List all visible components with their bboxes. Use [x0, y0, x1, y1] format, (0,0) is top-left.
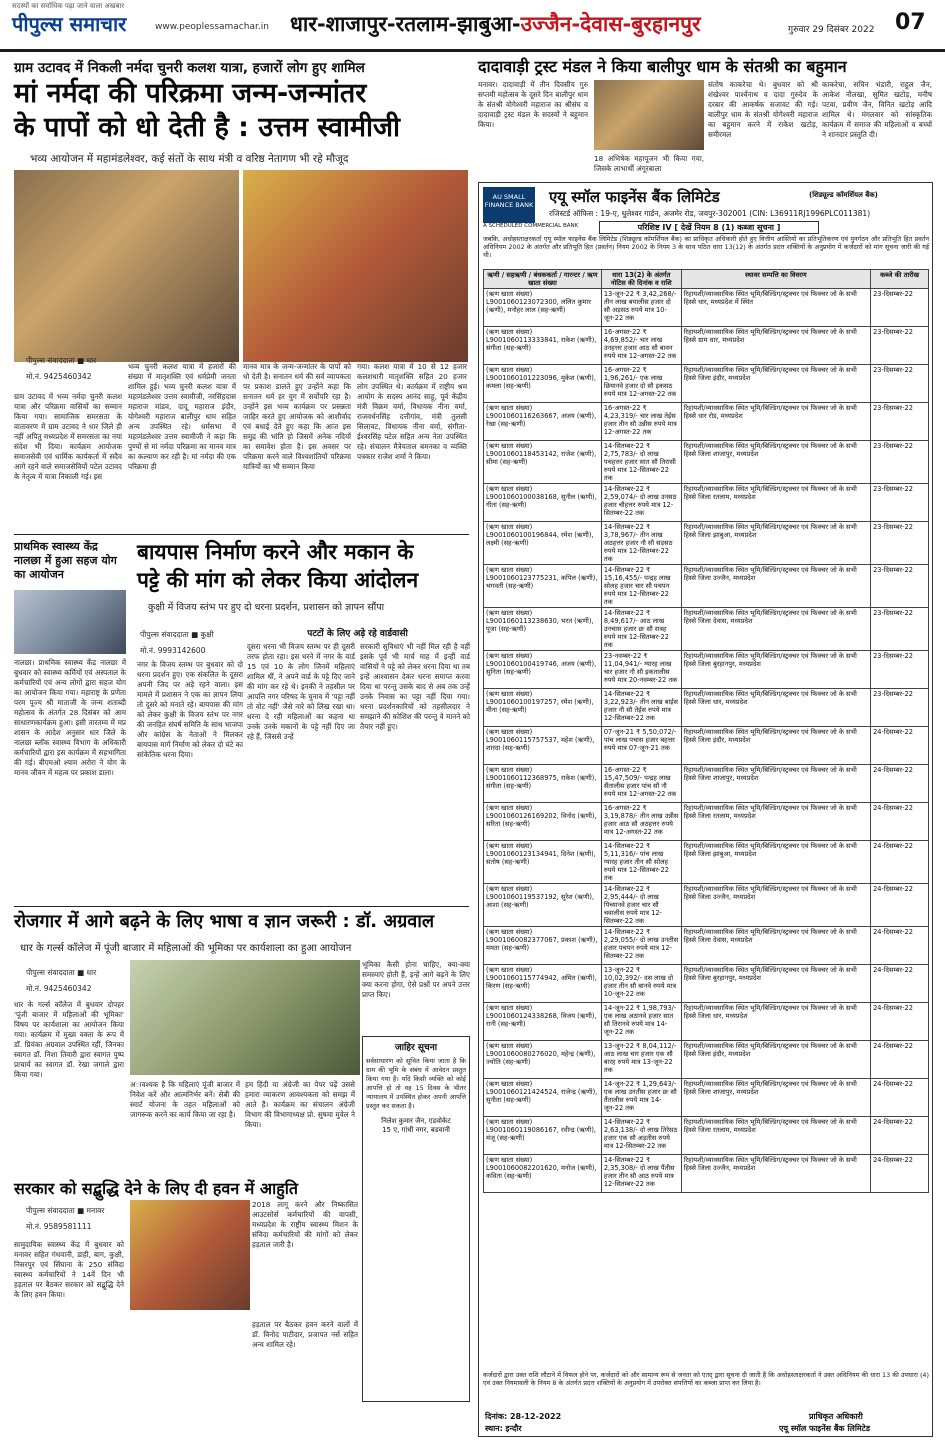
cell-borrower: (ऋण खाता संख्या) L9001060100038168, सुनील (ऋणी), गीता (सह-ऋणी) — [484, 484, 602, 522]
cell-notice: 13-जून-22 ₹ 8,04,112/- आठ लाख चार हजार एक सौ बारह रुपये मात्र 13-जून-22 तक — [601, 1041, 681, 1079]
table-row — [484, 927, 929, 965]
cell-borrower: (ऋण खाता संख्या) L9001060126169202, विनोद (ऋणी), सरिता (सह-ऋणी) — [484, 803, 602, 841]
cell-borrower: (ऋण खाता संख्या) L9001060082377067, प्रकाश (ऋणी), ममता (सह-ऋणी) — [484, 927, 602, 965]
table-row — [484, 289, 929, 327]
table-row — [484, 1041, 929, 1079]
notice-place: स्थान: इन्दौर — [485, 1424, 522, 1433]
table-row — [484, 327, 929, 365]
bank-logo-sub: A SCHEDULED COMMERCIAL BANK — [483, 223, 579, 229]
story2-kicker: प्राथमिक स्वास्थ्य केंद्र नालछा में हुआ सहज योग का आयोजन — [14, 540, 117, 581]
story4-mobile: मो.नं. 9425460342 — [26, 984, 92, 993]
bank-logo-text: AU SMALL FINANCE BANK — [484, 193, 534, 209]
cell-date: 24-दिसम्बर-22 — [871, 1041, 929, 1079]
public-notice — [362, 1036, 470, 1402]
cell-property: रिहायशी/व्यावसायिक स्थित भूमि/बिल्डिंग/स्ट्रक्चर एवं फिक्चर जो के सभी हिस्से जिला बुरहानपुर, मध्यप्रदेश — [681, 965, 870, 1003]
bank-name: एयू स्मॉल फाइनेंस बैंक लिमिटेड — [549, 188, 720, 206]
issue-date: गुरुवार 29 दिसंबर 2022 — [788, 25, 875, 35]
cell-date: 23-दिसम्बर-22 — [871, 441, 929, 484]
cell-property: रिहायशी/व्यावसायिक स्थित भूमि/बिल्डिंग/स्ट्रक्चर एवं फिक्चर जो के सभी हिस्से जिला शाजापुर, मध्यप्रदेश — [681, 441, 870, 484]
table-row — [484, 565, 929, 608]
cell-borrower: (ऋण खाता संख्या) L9001060101223096, मुकेश (ऋणी), कमला (सह-ऋणी) — [484, 365, 602, 403]
cell-property: रिहायशी/व्यावसायिक स्थित भूमि/बिल्डिंग/स्ट्रक्चर एवं फिक्चर जो के सभी हिस्से जिला इंदौर, मध्यप्रदेश — [681, 1041, 870, 1079]
story5-byline: पीपुल्स संवाददाता ■ मनावर — [26, 1206, 105, 1215]
story1-col2: भव्य चुनरी कलश यात्रा में हजारों की संख्या में मातृशक्ति एवं धर्मप्रेमी जनता शामिल हुई। भव्य चुनरी कलश यात्रा में महामंडलेश्वर उत्तम स्वामीजी, नरसिंहदास महाराज मांडव, दादू महाराज इंदौर, योगेश्वरी महाराज बालीपुर धाम सहित अन्य उपस्थित रहे। धर्मसभा में महामंडलेश्वर उत्तम स्वामीजी ने कहा कि पुण्यों से मां नर्मदा परिक्रमा का मानव मात्र का कल्याण कर रही है। मां नर्मदा की एक परिक्रमा ही — [128, 362, 236, 471]
cell-notice: 16-अगस्त-22 ₹ 4,69,852/- चार लाख उनहत्तर हजार आठ सौ बावन रुपये मात्र 12-अगस्त-22 तक — [601, 327, 681, 365]
masthead-tagline: सदस्यों का सर्वाधिक पढ़ा जाने वाला अखबार — [12, 2, 125, 10]
story4-subheadline: धार के गर्ल्स कॉलेज में पूंजी बाजार में महिलाओं की भूमिका पर कार्यशाला का हुआ आयोजन — [20, 943, 352, 954]
story3-col2: दूसरा धरना भी विजय स्तम्भ पर ही दूसरी तरफ होता रहा। इस धरने में नगर के वार्ड 15 एवं 10 के लोग जिनमें महिलाएं शामिल थीं, ने अपने वार्ड के पट्टे दिए जाने की मांग कर रहे थे। इनकी ने तहसील पर आपत्ति नगर परिषद के चुनाव में 'पट्टा नहीं तो वोट नहीं' जैसे नारे को लिख रखा था। धरना दे रही महिलाओं का कहना था उनके उनके मकानों के पट्टे नहीं दिए जा रहे हैं, जिससे उन्हें — [247, 642, 355, 741]
story5-col2: 2018 लागू करने और निष्कासित आउटसोर्स कर्मचारियों की वापसी, मध्यप्रदेश के राष्ट्रीय स्वास्थ्य मिशन के संविदा कर्मचारियों की मांगों को लेकर हड़ताल जारी है। — [252, 1200, 358, 1249]
cell-borrower: (ऋण खाता संख्या) L9001060112368975, राकेश (ऋणी), संगीता (सह-ऋणी) — [484, 765, 602, 803]
story1-kicker: ग्राम उटावद में निकली नर्मदा चुनरी कलश यात्रा, हजारों लोग हुए शामिल — [14, 60, 365, 76]
cell-borrower: (ऋण खाता संख्या) L9001060116263667, अजय (ऋणी), रेखा (सह-ऋणी) — [484, 403, 602, 441]
cell-date: 23-दिसम्बर-22 — [871, 608, 929, 651]
story1-headline-line2: के पापों को धो देती है : उत्तम स्वामीजी — [14, 112, 401, 143]
col-header-notice: धारा 13(2) के अंतर्गत नोटिस की दिनांक व राशि — [601, 270, 681, 289]
havan-photo — [130, 1200, 250, 1310]
cell-date: 23-दिसम्बर-22 — [871, 651, 929, 689]
cell-property: रिहायशी/व्यावसायिक स्थित भूमि/बिल्डिंग/स्ट्रक्चर एवं फिक्चर जो के सभी हिस्से जिला देवास, मध्यप्रदेश — [681, 608, 870, 651]
cell-notice: 14-सितम्बर-22 ₹ 3,78,967/- तीन लाख अठहत्तर हजार नौ सौ सड़सठ रुपये मात्र 12-सितम्बर-22 तक — [601, 522, 681, 565]
table-row — [484, 1155, 929, 1193]
cell-borrower: (ऋण खाता संख्या) L9001060082201620, मनोज (ऋणी), कविता (सह-ऋणी) — [484, 1155, 602, 1193]
cell-date: 24-दिसम्बर-22 — [871, 803, 929, 841]
cell-borrower: (ऋण खाता संख्या) L9001060100419746, अजय (ऋणी), सुनिता (सह-ऋणी) — [484, 651, 602, 689]
story3-mobile: मो.नं. 9993142600 — [140, 646, 206, 655]
cell-notice: 14-सितम्बर-22 ₹ 3,22,923/- तीन लाख बाईस हजार नौ सौ तेईस रुपये मात्र 12-सितम्बर-22 तक — [601, 689, 681, 727]
cell-notice: 14-सितम्बर-22 ₹ 2,35,308/- दो लाख पैंतीस हजार तीन सौ आठ रुपये मात्र 12-सितम्बर-22 तक — [601, 1155, 681, 1193]
table-row — [484, 365, 929, 403]
story3-subheadline: कुक्षी में विजय स्तंभ पर हुए दो धरना प्रदर्शन, प्रशासन को ज्ञापन सौंपा — [148, 602, 385, 613]
story4-byline: पीपुल्स संवाददाता ■ धार — [26, 968, 97, 977]
cell-borrower: (ऋण खाता संख्या) L9001060115757537, महेश (ऋणी), शारदा (सह-ऋणी) — [484, 727, 602, 765]
story6-caption: 18 अभिषेक महापूजन भी किया गया, जिसके लाभार्थी अंगूरबाला — [594, 154, 704, 173]
divider — [14, 906, 469, 907]
cell-property: रिहायशी/व्यावसायिक स्थित भूमि/बिल्डिंग/स्ट्रक्चर एवं फिक्चर जो के सभी हिस्से जिला रतलाम, मध्यप्रदेश — [681, 484, 870, 522]
story1-headline-line1: मां नर्मदा की परिक्रमा जन्म-जन्मांतर — [14, 78, 367, 109]
officer-bank: एयू स्मॉल फाइनेंस बैंक लिमिटेड — [779, 1424, 870, 1433]
table-row — [484, 1117, 929, 1155]
cell-borrower: (ऋण खाता संख्या) L9001060123775231, कपिल (ऋणी), भगवती (सह-ऋणी) — [484, 565, 602, 608]
story1-col1: ग्राम उटावद में भव्य नर्मदा चुनरी कलश यात्रा और परिक्रमा वासियों का सम्मान किया गया। सामाजिक समरसता के वातावरण में ग्राम उटावद ने धार जिले ही नहीं अपितु मध्यप्रदेश में समरसता का नया संदेश भी दिया। कार्यक्रम आयोजक समाजसेवी एवं धार्मिक कार्यकर्ता में सदैव आगे रहने वाले समाजसेवियों पटेल उटावद के नेतृत्व में यात्रा निकाली गई। इस — [14, 392, 122, 481]
story4-col2: अावश्यक है कि महिलाएं पूंजी बाजार में निवेश करें और आत्मनिर्भर बनें। सेबी की स्मार्ट योजना के तहत महिलाओं को जागरूक करने का कार्य किया जा रहा है। — [130, 1080, 240, 1119]
bank-intro: जबकि, अधोहस्ताक्षरकर्ता एयू स्मॉल फाइनेंस बैंक लिमिटेड (शिड्यूल्ड कॉमर्शियल बैंक) का प्राधिकृत अधिकारी होते हुए वित्तीय आस्तियों का प्रतिभूतिकरण एवं पुनर्गठन और प्रतिभूति हित प्रवर्तन अधिनियम 2002 के अंतर्गत और प्रतिभूति हित (प्रवर्तन) नियम 2002 के नियम 3 के साथ पठित धारा 13(12) के अंतर्गत प्रदत्त शक्तियों के अनुप्रयोग में कर्जदारों को मांग सूचना जारी की गई थी। — [483, 235, 929, 259]
bank-footer-text: कर्जदारों द्वारा उक्त राशि लौटाने में विफल होने पर, कर्जदारों को और सामान्य रूप से जनता को एतद् द्वारा सूचना दी जाती है कि अधोहस्ताक्षरकर्ता ने उक्त अधिनियम की धारा 13 की उपधारा (4) एवं उक्त नियमावली के नियम 8 के अंतर्गत प्रदत्त शक्तियों के अनुप्रयोग में उपरोक्त संपत्तियों का कब्जा प्राप्त कर लिया है। — [483, 1371, 929, 1387]
cell-property: रिहायशी/व्यावसायिक स्थित भूमि/बिल्डिंग/स्ट्रक्चर एवं फिक्चर जो के सभी हिस्से जिला देवास, मध्यप्रदेश — [681, 927, 870, 965]
notice-signature: निलेश कुमार जैन, एडवोकेट — [381, 1117, 451, 1125]
col-header-borrower: ऋणी / सहऋणी / बंधककर्ता / गारन्टर / ऋण खाता संख्या — [484, 270, 602, 289]
newspaper-logo: पीपुल्स समाचार — [12, 12, 127, 36]
story3-headline-line1: बायपास निर्माण करने और मकान के — [137, 540, 414, 564]
page-number: 07 — [895, 10, 926, 35]
cell-borrower: (ऋण खाता संख्या) L9001060100196844, रमेश (ऋणी), लक्ष्मी (सह-ऋणी) — [484, 522, 602, 565]
cell-date: 24-दिसम्बर-22 — [871, 965, 929, 1003]
cell-borrower: (ऋण खाता संख्या) L9001060124338268, विजय (ऋणी), रानी (सह-ऋणी) — [484, 1003, 602, 1041]
cell-property: रिहायशी/व्यावसायिक स्थित भूमि/बिल्डिंग/स्ट्रक्चर एवं फिक्चर जो के सभी हिस्से जिला उज्जैन, मध्यप्रदेश — [681, 565, 870, 608]
cell-notice: 14-सितम्बर-22 ₹ 15,16,455/- पन्द्रह लाख सोलह हजार चार सौ पचपन रुपये मात्र 12-सितम्बर-22 तक — [601, 565, 681, 608]
cell-property: रिहायशी/व्यावसायिक स्थित भूमि/बिल्डिंग/स्ट्रक्चर एवं फिक्चर जो के सभी हिस्से जिला रतलाम, मध्यप्रदेश — [681, 1117, 870, 1155]
story3-box-title: पटटों के लिए अड़े रहे वार्डवासी — [307, 629, 408, 639]
cell-date: 24-दिसम्बर-22 — [871, 1117, 929, 1155]
cell-notice: 16-अगस्त-22 ₹ 3,19,878/- तीन लाख उन्नीस हजार आठ सौ अठहत्तर रुपये मात्र 12-अगस्त-22 तक — [601, 803, 681, 841]
table-row — [484, 484, 929, 522]
cell-date: 24-दिसम्बर-22 — [871, 927, 929, 965]
cell-date: 24-दिसम्बर-22 — [871, 1155, 929, 1193]
yatra-photo — [14, 170, 239, 362]
cell-date: 23-दिसम्बर-22 — [871, 565, 929, 608]
story1-subheadline: भव्य आयोजन में महामंडलेश्वर, कई संतों के साथ मंत्री व वरिष्ठ नेतागण भी रहे मौजूद — [30, 153, 349, 165]
cell-date: 23-दिसम्बर-22 — [871, 689, 929, 727]
story3-headline-line2: पट्टे की मांग को लेकर किया आंदोलन — [137, 568, 419, 592]
cell-date: 24-दिसम्बर-22 — [871, 1003, 929, 1041]
cell-borrower: (ऋण खाता संख्या) L9001060123072300, ललित कुमार (ऋणी), मनोहर लाल (सह-ऋणी) — [484, 289, 602, 327]
bank-possession-notice — [478, 182, 933, 1437]
col-header-property: स्थावर सम्पत्ति का विवरण — [681, 270, 870, 289]
cell-property: रिहायशी/व्यावसायिक स्थित भूमि/बिल्डिंग/स्ट्रक्चर एवं फिक्चर जो के सभी हिस्से जिला शाजापुर, मध्यप्रदेश — [681, 1079, 870, 1117]
cell-notice: 13-जून-22 ₹ 3,42,268/- तीन लाख बयालीस हजार दो सौ अड़सठ रुपये मात्र 10-जून-22 तक — [601, 289, 681, 327]
cell-date: 24-दिसम्बर-22 — [871, 1079, 929, 1117]
cell-borrower: (ऋण खाता संख्या) L9001060119086167, रवीन्द्र (ऋणी), मंजू (सह-ऋणी) — [484, 1117, 602, 1155]
cell-borrower: (ऋण खाता संख्या) L9001060100197257, रमेश (ऋणी), मीना (सह-ऋणी) — [484, 689, 602, 727]
website-url[interactable]: www.peoplessamachar.in — [155, 22, 269, 32]
notice-title: जाहिर सूचना — [394, 1043, 438, 1053]
table-row — [484, 403, 929, 441]
cell-notice: 16-अगस्त-22 ₹ 4,23,319/- चार लाख तेईस हजार तीन सौ उन्नीस रुपये मात्र 12-अगस्त-22 तक — [601, 403, 681, 441]
cell-date: 24-दिसम्बर-22 — [871, 884, 929, 927]
cell-notice: 14-सितम्बर-22 ₹ 2,29,055/- दो लाख उनतीस हजार पचपन रुपये मात्र 12-सितम्बर-22 तक — [601, 927, 681, 965]
story4-col3: हम हिंदी या अंग्रेजी का पेपर पढ़ें उससे हमारा व्याकरण आवश्यकता को समझ में आते हैं। कार्यक्रम का संचालन अंग्रेजी विभाग की विभागाध्यक्ष प्रो. सुषमा मुवेल ने किया। — [245, 1080, 355, 1129]
cell-property: रिहायशी/व्यावसायिक स्थित भूमि/बिल्डिंग/स्ट्रक्चर एवं फिक्चर जो के सभी हिस्से जिला झाबुआ, मध्यप्रदेश — [681, 522, 870, 565]
story5-mobile: मो.नं. 9589581111 — [26, 1222, 92, 1231]
notice-address: 15 ए, गांधी नगर, बडवानी — [382, 1126, 450, 1134]
cell-property: रिहायशी/व्यावसायिक स्थित भूमि/बिल्डिंग/स्ट्रक्चर एवं फिक्चर जो के सभी हिस्से जिला रतलाम, मध्यप्रदेश — [681, 803, 870, 841]
cell-borrower: (ऋण खाता संख्या) L9001060113333841, राकेश (ऋणी), संगीता (सह-ऋणी) — [484, 327, 602, 365]
story4-headline: रोजगार में आगे बढ़ने के लिए भाषा व ज्ञान जरूरी : डॉ. अग्रवाल — [14, 911, 435, 932]
cell-property: रिहायशी/व्यावसायिक स्थित भूमि/बिल्डिंग/स्ट्रक्चर एवं फिक्चर जो के सभी हिस्से धार रोड, मध्यप्रदेश — [681, 403, 870, 441]
table-row — [484, 522, 929, 565]
cell-notice: 13-जून-22 ₹ 10,02,392/- दस लाख दो हजार तीन सौ बानवे रुपये मात्र 10-जून-22 तक — [601, 965, 681, 1003]
table-row — [484, 441, 929, 484]
story1-col4: गया। कलश यात्रा में 10 से 12 हजार कलशधारी मातृशक्ति सहित 20 हजार लोग उपस्थित थे। कार्यक्रम में राष्ट्रीय श्रम आयोग के सदस्य आनंद साहू, पूर्व केंद्रीय मंत्री विक्रम वर्मा, विधायक नीना वर्मा, राजवर्धनसिंह दत्तीगांव, मंत्री तुलसी सिलावट, विधायक नीना वर्मा, संगीता-ईश्वरसिंह पटेल सहित अन्य नेता उपस्थित रहे। संचालन मैत्रेयताल बमनका व व्यक्ति पत्रकार राजेश शर्मा ने किया। — [357, 362, 467, 461]
table-row — [484, 765, 929, 803]
cell-date: 23-दिसम्बर-22 — [871, 403, 929, 441]
cell-property: रिहायशी/व्यावसायिक स्थित भूमि/बिल्डिंग/स्ट्रक्चर एवं फिक्चर जो के सभी हिस्से जिला झाबुआ, मध्यप्रदेश — [681, 841, 870, 884]
table-row — [484, 608, 929, 651]
cell-property: रिहायशी/व्यावसायिक स्थित भूमि/बिल्डिंग/स्ट्रक्चर एवं फिक्चर जो के सभी हिस्से जिला उज्जैन, मध्यप्रदेश — [681, 884, 870, 927]
cell-property: रिहायशी/व्यावसायिक स्थित भूमि/बिल्डिंग/स्ट्रक्चर एवं फिक्चर जो के सभी हिस्से ग्राम धार, मध्यप्रदेश — [681, 327, 870, 365]
cell-notice: 16-अगस्त-22 ₹ 1,96,261/- एक लाख छियानवे हजार दो सौ इकसठ रुपये मात्र 12-अगस्त-22 तक — [601, 365, 681, 403]
cell-borrower: (ऋण खाता संख्या) L9001060121424524, राजेन्द्र (ऋणी), सुनीता (सह-ऋणी) — [484, 1079, 602, 1117]
edition-black: धार-शाजापुर-रतलाम-झाबुआ- — [290, 12, 521, 36]
cell-notice: 14-जून-22 ₹ 1,29,643/- एक लाख उनतीस हजार छः सौ तैंतालीस रुपये मात्र 14-जून-22 तक — [601, 1079, 681, 1117]
cell-notice: 14-सितम्बर-22 ₹ 2,75,783/- दो लाख पचहत्तर हजार सात सौ तिरासी रुपये मात्र 12-सितम्बर-22 तक — [601, 441, 681, 484]
cell-date: 24-दिसम्बर-22 — [871, 841, 929, 884]
cell-property: रिहायशी/व्यावसायिक स्थित भूमि/बिल्डिंग/स्ट्रक्चर एवं फिक्चर जो के सभी हिस्से जिला शाजापुर, मध्यप्रदेश — [681, 765, 870, 803]
table-row — [484, 651, 929, 689]
possession-table-wrap — [483, 269, 929, 1193]
workshop-photo — [130, 960, 360, 1075]
table-row — [484, 884, 929, 927]
cell-property: रिहायशी/व्यावसायिक स्थित भूमि/बिल्डिंग/स्ट्रक्चर एवं फिक्चर जो के सभी हिस्से जिला बुरहानपुर, मध्यप्रदेश — [681, 651, 870, 689]
cell-property: रिहायशी/व्यावसायिक स्थित भूमि/बिल्डिंग/स्ट्रक्चर एवं फिक्चर जो के सभी हिस्से जिला इंदौर, मध्यप्रदेश — [681, 365, 870, 403]
cell-notice: 14-सितम्बर-22 ₹ 8,49,617/- आठ लाख उनचास हजार छः सौ सत्रह रुपये मात्र 12-सितम्बर-22 तक — [601, 608, 681, 651]
cell-notice: 23-नवम्बर-22 ₹ 11,04,941/- ग्यारह लाख चार हजार नौ सौ इकतालीस रुपये मात्र 20-नवम्बर-22 तक — [601, 651, 681, 689]
story6-col4: काकरेचा, सचिन भंडारी, राहुल जैन, आकेश नौलखा, सुमित खटोड़, मनीष पटवा, प्रवीण जैन, विनित खटोड़ आदि शामिल थे। मंगलवार को सांस्कृतिक कार्यक्रम में समाज की महिलाओं व बच्चों ने शानदार प्रस्तुति दी। — [822, 80, 932, 139]
story3-col3: सरकारी सुविधाएं भी नहीं मिल रही है वहीं इसके पूर्व भी मार्च माह में इन्हीं वार्ड वासियों ने पट्टे को लेकर धरना दिया था तब इन्हें आश्वासन देकर धरना समाप्त करवा दिया था परन्तु उसके बाद से अब तक उन्हें उनके निवास का पट्टा नहीं दिया गया। धरना प्रदर्शनकारियों को तहसीलदार ने समझाने की कोशिश की परन्तु वे मानने को तैयार नहीं हुए। — [360, 642, 470, 731]
col-header-date: कब्जे की तारीख — [871, 270, 929, 289]
cell-notice: 16-अगस्त-22 ₹ 15,47,509/- पन्द्रह लाख सैंतालीस हजार पांच सौ नौ रुपये मात्र 12-अगस्त-22 तक — [601, 765, 681, 803]
story6-col3: संतोष काकरेचा थे। बुधवार को श्री शंखेश्वर पार्श्वनाथ व दादा गुरुदेव के दरबार की आकर्षक सजावट की गई। बालीपुर धाम के संतश्री योगेश्वरी महाराज का बहुमान करने में राकेश खटोड़, समीरमल — [708, 80, 818, 139]
story3-col1: नगर के विजय स्तम्भ पर बुधवार को दो धरना प्रदर्शन हुए। एक संकलित के दूसरा अपनी जिद पर अड़े रहने वाला। इस मामले में प्रशासन ने एक का ज्ञापन लिया तो दूसरे को मनाते रहे। बायपास की मांग को लेकर कुक्षी के विजय स्तंभ पर नगर की जनहित संघर्ष समिति के साथ भाजपा और कांग्रेस के नेताओं ने मिलकर बायपास मार्ग निर्माण को लेकर दो घंटे का सांकेतिक धरना दिया। — [137, 660, 243, 759]
cell-notice: 14-सितम्बर-22 ₹ 5,11,316/- पांच लाख ग्यारह हजार तीन सौ सोलह रुपये मात्र 12-सितम्बर-22 तक — [601, 841, 681, 884]
table-row — [484, 727, 929, 765]
table-row — [484, 803, 929, 841]
cell-borrower: (ऋण खाता संख्या) L9001060080276020, महेन्द्र (ऋणी), ज्योति (सह-ऋणी) — [484, 1041, 602, 1079]
masthead — [0, 0, 945, 52]
possession-table — [483, 269, 929, 1193]
cell-property: रिहायशी/व्यावसायिक स्थित भूमि/बिल्डिंग/स्ट्रक्चर एवं फिक्चर जो के सभी हिस्से जिला धार, मध्यप्रदेश — [681, 1003, 870, 1041]
cell-date: 24-दिसम्बर-22 — [871, 727, 929, 765]
cell-notice: 14-सितम्बर-22 ₹ 2,63,138/- दो लाख तिरेसठ हजार एक सौ अड़तीस रुपये मात्र 12-सितम्बर-22 तक — [601, 1117, 681, 1155]
cell-date: 24-दिसम्बर-22 — [871, 765, 929, 803]
table-row — [484, 1003, 929, 1041]
story4-col1: धार के गर्ल्स कॉलेज में बुधवार दोपहर 'पूंजी बाजार में महिलाओं की भूमिका' विषय पर कार्यशाला का आयोजन किया गया। कार्यक्रम में मुख्य वक्ता के रूप में डॉ. प्रियंका अग्रवाल उपस्थित रहीं, जिनका स्वागत डॉ. निशा तिवारी द्वारा स्वागत पुष्प प्राचार्य का स्वागत डॉ. रेखा जगाले द्वारा किया गया। — [14, 1000, 124, 1079]
cell-notice: 07-जून-21 ₹ 5,50,072/- पांच लाख पचास हजार बहत्तर रुपये मात्र 07-जून-21 तक — [601, 727, 681, 765]
story1-byline: पीपुल्स संवाददाता ■ धार — [26, 356, 97, 365]
edition-red: उज्जैन-देवास-बुरहानपुर — [520, 12, 701, 36]
notice-text: सर्वसाधारण को सूचित किया जाता है कि ग्राम की भूमि के संबंध में आवेदन प्रस्तुत किया गया है। यदि किसी व्यक्ति को कोई आपत्ति हो तो वह 15 दिवस के भीतर न्यायालय में उपस्थित होकर अपनी आपत्ति प्रस्तुत कर सकता है। — [366, 1057, 466, 1110]
cell-property: रिहायशी/व्यावसायिक स्थित भूमि/बिल्डिंग/स्ट्रक्चर एवं फिक्चर जो के सभी हिस्से जिला इंदौर, मध्यप्रदेश — [681, 727, 870, 765]
bank-logo — [483, 187, 535, 223]
cell-property: रिहायशी/व्यावसायिक स्थित भूमि/बिल्डिंग/स्ट्रक्चर एवं फिक्चर जो के सभी हिस्से जिला उज्जैन, मध्यप्रदेश — [681, 1155, 870, 1193]
edition-title — [290, 10, 701, 38]
story1-col3: मानव मात्र के जन्म-जन्मांतर के पापों को धो देती है। सनातन धर्म की सर्व व्यापकता पर प्रकाश डालते हुए उन्होंने कहा कि सनातन धर्म हर युग में सर्वोपरि रहा है। उन्होंने इस भव्य कार्यक्रम पर प्रसन्नता जाहिर करते हुए आयोजक को आशीर्वाद एवं बधाई देते हुए कहा कि आज इस समुद्र की भांति हो जिसमें अनेक नदियों का समावेश होता है। इस अवसर पर परिक्रमा करने वाले विश्वशांतियों परिक्रमा यात्रियों का भी सम्मान किया — [243, 362, 351, 471]
bank-address: रजिस्टर्ड ऑफिस : 19-ए, धुलेश्वर गार्डन, अजमेर रोड, जयपुर-302001 (CIN: L36911RJ1996PLC011381) — [549, 209, 871, 218]
story3-byline: पीपुल्स संवाददाता ■ कुक्षी — [140, 630, 214, 639]
story5-col3: हड़ताल पर बैठकर हवन करने वालों में डॉ. विनोद पाटीदार, प्रजापत नर्स सहित अन्य शामिल रहे। — [252, 1320, 358, 1349]
notice-date: दिनांक: 28-12-2022 — [485, 1412, 562, 1421]
story6-col1: मनावर। दादावाड़ी में तीन दिवसीय गुरु सप्तमी महोत्सव के दूसरे दिन बालीपुर धाम के संतश्री योगेश्वरी महाराज का श्रीसंघ व दादावाड़ी ट्रस्ट मंडल के सदस्यों ने बहुमान किया। — [478, 80, 588, 129]
cell-notice: 14-सितम्बर-22 ₹ 2,59,074/- दो लाख उनसठ हजार चौहत्तर रुपये मात्र 12-सितम्बर-22 तक — [601, 484, 681, 522]
cell-property: रिहायशी/व्यावसायिक स्थित भूमि/बिल्डिंग/स्ट्रक्चर एवं फिक्चर जो के सभी हिस्से जिला धार, मध्यप्रदेश — [681, 689, 870, 727]
divider — [14, 534, 469, 535]
story5-headline: सरकार को सद्बुद्धि देने के लिए दी हवन में आहुति — [14, 1179, 299, 1198]
saint-photo — [594, 80, 704, 150]
cell-borrower: (ऋण खाता संख्या) L9001060119537192, सुरेश (ऋणी), आशा (सह-ऋणी) — [484, 884, 602, 927]
table-row — [484, 1079, 929, 1117]
cell-borrower: (ऋण खाता संख्या) L9001060115774942, अमित (ऋणी), किरण (सह-ऋणी) — [484, 965, 602, 1003]
cell-date: 23-दिसम्बर-22 — [871, 327, 929, 365]
cell-date: 23-दिसम्बर-22 — [871, 484, 929, 522]
cell-notice: 14-सितम्बर-22 ₹ 2,95,444/- दो लाख पिच्यानवे हजार चार सौ चवालीस रुपये मात्र 12-सितम्बर-22 तक — [601, 884, 681, 927]
authorized-officer: प्राधिकृत अधिकारी — [809, 1412, 863, 1421]
cell-borrower: (ऋण खाता संख्या) L9001060118453142, राजेश (ऋणी), सीमा (सह-ऋणी) — [484, 441, 602, 484]
story4-col4: भूमिका कैसी होना चाहिए, क्या-क्या समस्याएं होती हैं, इन्हें आगे बढ़ने के लिए क्या करना होगा, ऐसे प्रश्नों पर अपने उत्तर प्राप्त किए। — [362, 960, 470, 999]
cell-notice: 14-जून-22 ₹ 1,98,793/- एक लाख अठानवे हजार सात सौ तिरानवे रुपये मात्र 14-जून-22 तक — [601, 1003, 681, 1041]
table-row — [484, 689, 929, 727]
cell-borrower: (ऋण खाता संख्या) L9001060123134941, दिनेश (ऋणी), संतोष (सह-ऋणी) — [484, 841, 602, 884]
table-row — [484, 841, 929, 884]
cell-date: 23-दिसम्बर-22 — [871, 365, 929, 403]
cell-date: 23-दिसम्बर-22 — [871, 289, 929, 327]
cell-borrower: (ऋण खाता संख्या) L9001060113238630, भरत (ऋणी), पूजा (सह-ऋणी) — [484, 608, 602, 651]
cell-property: रिहायशी/व्यावसायिक स्थित भूमि/बिल्डिंग/स्ट्रक्चर एवं फिक्चर जो के सभी हिस्से धार, मध्यप्रदेश में स्थित — [681, 289, 870, 327]
appendix-title: परिशिष्ट IV [ देखें नियम 8 (1) कब्जा सूचना ] — [599, 221, 819, 234]
bank-name-sub: (शिड्यूल्ड कॉमर्शियल बैंक) — [809, 191, 878, 199]
story2-text: नालछा। प्राथमिक स्वास्थ्य केंद्र नालछा में बुधवार को स्वास्थ्य कर्मियों एवं अस्पताल के कर्मचारियों एवं अन्य लोगों द्वारा सहज योग का आयोजन किया गया। महाराष्ट्र के प्रणेता परम पूज्य श्री माताजी के जन्म शताब्दी महोत्सव के अंतर्गत 28 दिसंबर को आम साधारणकार्यक्रम हुआ। इसी तारतम्य में मप्र शासन के आदेश अनुसार धार जिले के नालछा ब्लॉक स्वास्थ्य विभाग के अधिकारी कर्मचारियों द्वारा इस कार्यक्रम में सहभागिता की गई। बीएमओ श्याम अरोरा ने योग के मानव जीवन में महत्व पर प्रकाश डाला। — [14, 658, 126, 777]
table-row — [484, 965, 929, 1003]
stage-photo — [243, 170, 468, 362]
cell-date: 23-दिसम्बर-22 — [871, 522, 929, 565]
story6-headline: दादावाड़ी ट्रस्ट मंडल ने किया बालीपुर धाम के संतश्री का बहुमान — [478, 57, 847, 76]
story1-mobile: मो.नं. 9425460342 — [26, 372, 92, 381]
yoga-photo — [14, 590, 126, 654]
story5-col1: सामुदायिक स्वास्थ्य केंद्र में बुधवार को मनावर सहित गंधवानी, डाही, बाग, कुक्षी, निसरपुर एवं सिंघाना के 250 संविदा स्वास्थ्य कर्मचारियों ने 14वें दिन भी हड़ताल पर बैठकर सरकार को सद्बुद्धि देने के लिए हवन किया। — [14, 1240, 124, 1299]
